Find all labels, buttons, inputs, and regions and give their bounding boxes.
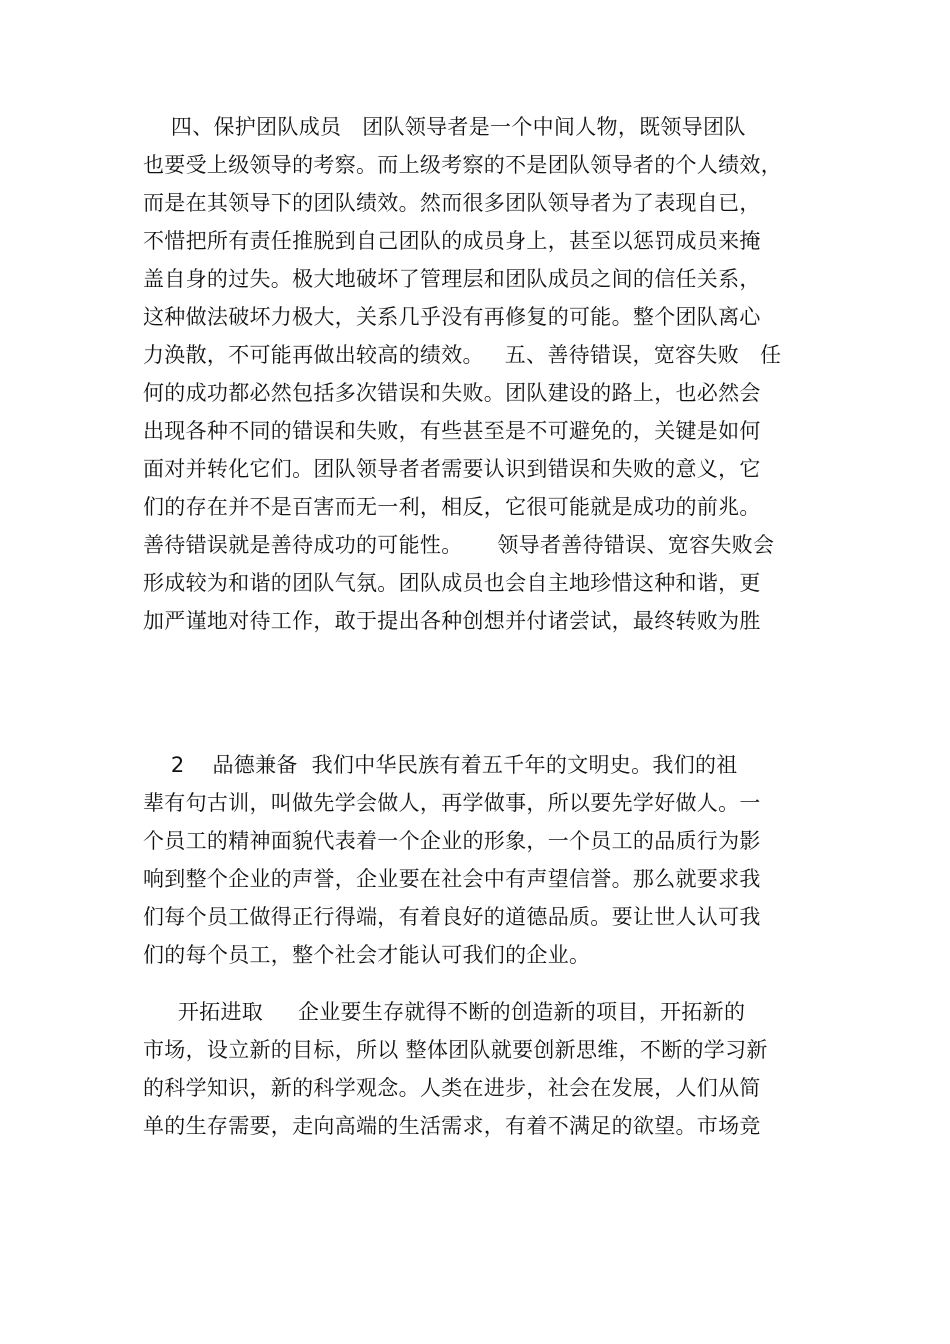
text-line: 善待错误就是善待成功的可能性。 领导者善待错误、宽容失败会 [143, 533, 775, 557]
text-line: 而是在其领导下的团队绩效。然而很多团队领导者为了表现自已， [143, 191, 761, 215]
text-line: 出现各种不同的错误和失败，有些甚至是不可避免的，关键是如何 [143, 419, 761, 443]
text-line: 加严谨地对待工作，敢于提出各种创想并付诸尝试，最终转败为胜 [143, 609, 761, 633]
text-line: 这种做法破坏力极大，关系几乎没有再修复的可能。整个团队离心 [143, 305, 761, 329]
text-line: 力涣散，不可能再做出较高的绩效。 五、善待错误，宽容失败 任 [143, 343, 782, 367]
text-line: 何的成功都必然包括多次错误和失败。团队建设的路上，也必然会 [143, 381, 761, 405]
paragraph-team-leadership [143, 108, 833, 640]
text-line: 们每个员工做得正行得端，有着良好的道德品质。要让世人认可我 [143, 905, 761, 929]
text-line: 们的存在并不是百害而无一利，相反，它很可能就是成功的前兆。 [143, 495, 761, 519]
text-line: 辈有句古训，叫做先学会做人，再学做事，所以要先学好做人。一 [143, 791, 761, 815]
text-line: 面对并转化它们。团队领导者者需要认识到错误和失败的意义，它 [143, 457, 761, 481]
text-line: 2 品德兼备 我们中华民族有着五千年的文明史。我们的祖 [143, 753, 738, 777]
text-line: 个员工的精神面貌代表着一个企业的形象，一个员工的品质行为影 [143, 829, 761, 853]
paragraph-pioneering [143, 993, 833, 1145]
text-line: 的科学知识，新的科学观念。人类在进步，社会在发展，人们从简 [143, 1076, 761, 1100]
text-line: 们的每个员工，整个社会才能认可我们的企业。 [143, 943, 591, 967]
text-line: 响到整个企业的声誉，企业要在社会中有声望信誉。那么就要求我 [143, 867, 761, 891]
text-line: 开拓进取 企业要生存就得不断的创造新的项目，开拓新的 [143, 1000, 746, 1024]
text-line: 不惜把所有责任推脱到自己团队的成员身上，甚至以惩罚成员来掩 [143, 229, 761, 253]
text-line: 也要受上级领导的考察。而上级考察的不是团队领导者的个人绩效， [143, 153, 782, 177]
text-line: 形成较为和谐的团队气氛。团队成员也会自主地珍惜这种和谐，更 [143, 571, 761, 595]
paragraph-moral-character [143, 746, 833, 974]
text-line: 四、保护团队成员 团队领导者是一个中间人物，既领导团队 [143, 115, 746, 139]
text-line: 单的生存需要，走向高端的生活需求，有着不满足的欲望。市场竞 [143, 1114, 761, 1138]
text-line: 市场，设立新的目标，所以 整体团队就要创新思维，不断的学习新 [143, 1038, 768, 1062]
text-line: 盖自身的过失。极大地破坏了管理层和团队成员之间的信任关系， [143, 267, 761, 291]
